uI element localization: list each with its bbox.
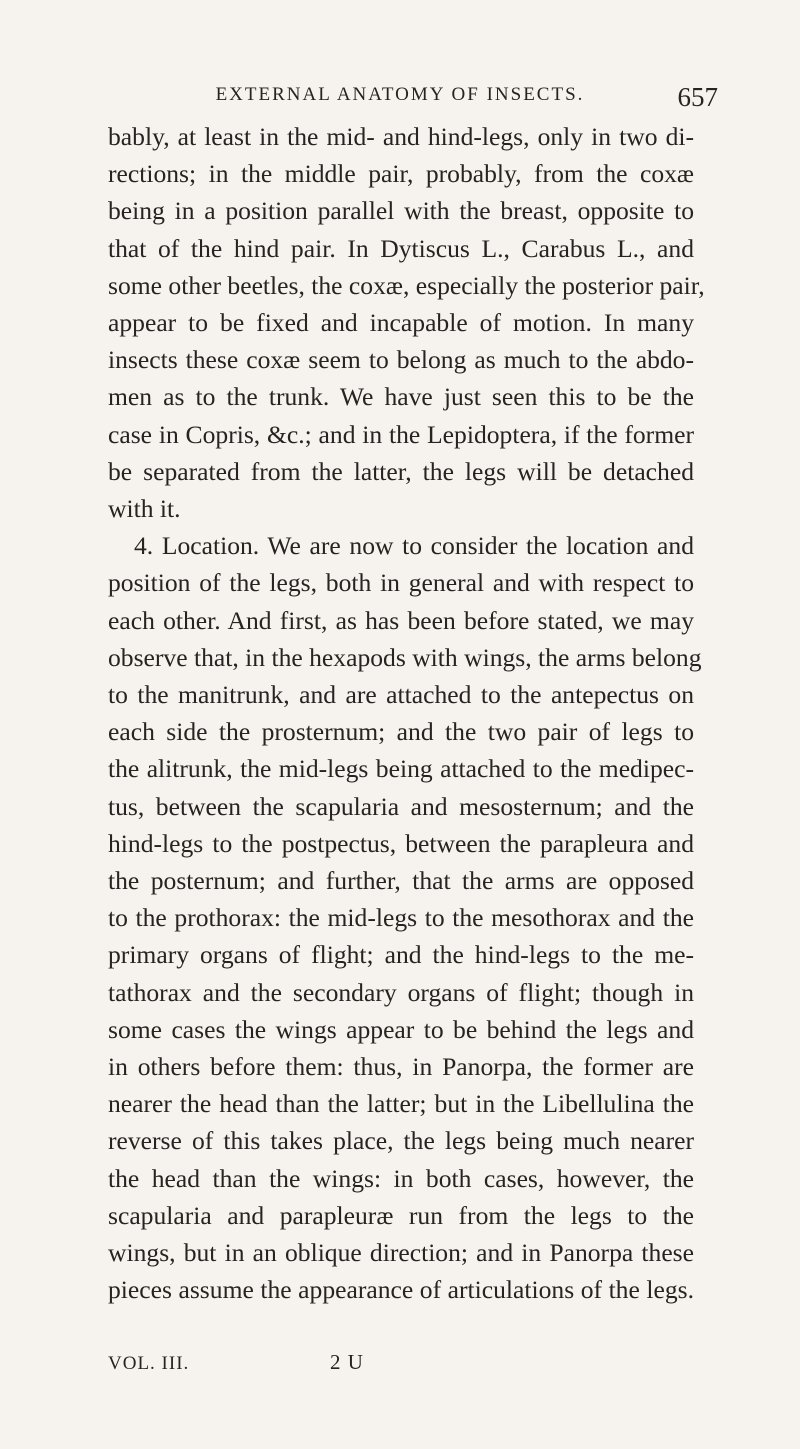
text-line: to the prothorax: the mid-legs to the mesothorax and the [108, 903, 694, 933]
text-line: with it. [108, 494, 181, 524]
text-line: being in a position parallel with the breast, opposite to [108, 196, 694, 226]
page-number: 657 [677, 82, 718, 112]
text-line: that of the hind pair. In Dytiscus L., Carabus L., and [108, 233, 694, 263]
text-line: the posternum; and further, that the arms are opposed [108, 866, 694, 896]
text-line: case in Copris, &c.; and in the Lepidoptera, if the former [108, 419, 694, 449]
text-line: insects these coxæ seem to belong as much to the abdo- [108, 345, 694, 375]
text-line: position of the legs, both in general and with respect to [108, 568, 694, 598]
text-line: in others before them: thus, in Panorpa, the former are [108, 1052, 694, 1082]
page-footer [108, 1350, 694, 1383]
volume-label: VOL. III. [108, 1353, 190, 1374]
text-line: bably, at least in the mid- and hind-legs, only in two di- [108, 122, 694, 151]
text-line: appear to be fixed and incapable of motion. In many [108, 308, 694, 338]
text-line: tathorax and the secondary organs of flight; though in [108, 977, 694, 1007]
text-line: some other beetles, the coxæ, especially the posterior pair, [108, 270, 705, 300]
text-line: some cases the wings appear to be behind the legs and [108, 1014, 694, 1044]
text-line: rections; in the middle pair, probably, from the coxæ [108, 159, 694, 189]
page-title: EXTERNAL ANATOMY OF INSECTS. [215, 84, 585, 105]
text-line: observe that, in the hexapods with wings, the arms belong [108, 642, 702, 672]
text-line: hind-legs to the postpectus, between the parapleura and [108, 828, 694, 858]
signature-mark: 2 U [330, 1350, 364, 1374]
text-line: men as to the trunk. We have just seen this to be the [108, 382, 694, 412]
text-line: be separated from the latter, the legs will be detached [108, 456, 694, 486]
text-line: the alitrunk, the mid-legs being attached to the medipec- [108, 754, 694, 784]
text-line: tus, between the scapularia and mesosternum; and the [108, 791, 694, 821]
text-line: wings, but in an oblique direction; and in Panorpa these [108, 1238, 694, 1268]
body-text [108, 118, 705, 1309]
running-head [0, 84, 800, 114]
text-line: 4. Location. We are now to consider the location and [134, 531, 694, 561]
text-line: the head than the wings: in both cases, however, the [108, 1163, 694, 1193]
text-line: to the manitrunk, and are attached to the antepectus on [108, 680, 694, 710]
text-line: reverse of this takes place, the legs being much nearer [108, 1126, 694, 1156]
text-line: nearer the head than the latter; but in the Libellulina the [108, 1089, 694, 1119]
text-line: primary organs of flight; and the hind-legs to the me- [108, 940, 694, 970]
text-line: scapularia and parapleuræ run from the legs to the [108, 1200, 694, 1230]
text-line: each other. And first, as has been before stated, we may [108, 605, 694, 635]
text-line: each side the prosternum; and the two pair of legs to [108, 717, 694, 747]
text-line: pieces assume the appearance of articulations of the legs. [108, 1275, 694, 1305]
